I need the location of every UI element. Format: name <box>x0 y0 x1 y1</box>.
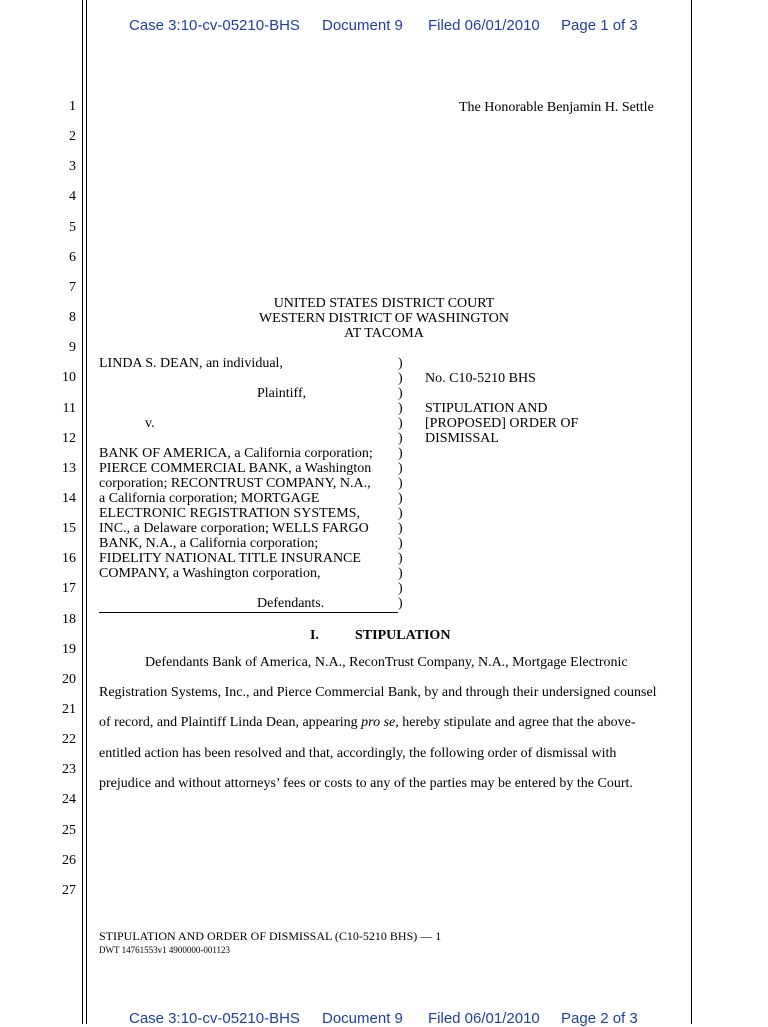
line-number: 4 <box>69 189 76 205</box>
caption-paren: ) <box>398 416 403 431</box>
paragraph-italic: pro se <box>361 715 396 731</box>
paragraph-text: Defendants Bank of America, N.A., ReconTrust Company, N.A., Mortgage Electronic Registration Systems, Inc., and Pierce Commercial Bank, by and through their undersigned counsel of record, and Plaintiff Linda Dean, appearing <box>99 655 657 731</box>
footer-doc-id: DWT 14761553v1 4900000-001123 <box>99 945 230 955</box>
line-number: 10 <box>62 370 76 386</box>
case-number: No. C10-5210 BHS <box>425 371 536 386</box>
caption-paren: ) <box>398 371 403 386</box>
line-number: 3 <box>69 159 76 175</box>
paragraph-text-cont: , hereby stipulate and agree that the above-entitled action has been resolved and that, accordingly, the following order of dismissal with prejudice and without attorneys’ fees or costs to any of the parties may be entered by the Court. <box>99 715 636 791</box>
line-number: 20 <box>62 671 76 687</box>
caption-paren: ) <box>398 596 403 611</box>
caption-paren: ) <box>398 566 403 581</box>
caption-paren: ) <box>398 491 403 506</box>
defendants-line: FIDELITY NATIONAL TITLE INSURANCE <box>99 551 361 566</box>
defendants-line: BANK OF AMERICA, a California corporation; <box>99 446 373 461</box>
court-location-line: AT TACOMA <box>344 326 424 341</box>
line-number: 8 <box>69 310 76 326</box>
plaintiff-role: Plaintiff, <box>257 386 307 401</box>
caption-paren: ) <box>398 386 403 401</box>
defendants-role: Defendants. <box>257 596 325 611</box>
pleading-title-line: DISMISSAL <box>425 431 499 446</box>
line-number: 13 <box>62 460 76 476</box>
line-number: 5 <box>69 219 76 235</box>
line-number: 26 <box>62 852 76 868</box>
caption-paren: ) <box>398 476 403 491</box>
line-number: 17 <box>62 581 76 597</box>
section-number: I. <box>310 628 319 643</box>
line-number: 12 <box>62 430 76 446</box>
stipulation-paragraph <box>99 648 669 799</box>
ecf-document: Document 9 <box>322 1010 403 1027</box>
pleading-title-line: [PROPOSED] ORDER OF <box>425 416 579 431</box>
line-number: 16 <box>62 551 76 567</box>
line-number: 18 <box>62 611 76 627</box>
line-number: 1 <box>69 99 76 114</box>
left-margin-rule-inner <box>86 0 87 1024</box>
ecf-document: Document 9 <box>322 17 403 34</box>
versus: v. <box>145 416 155 431</box>
line-number: 6 <box>69 249 76 265</box>
defendants-line: ELECTRONIC REGISTRATION SYSTEMS, <box>99 506 360 521</box>
defendants-line: PIERCE COMMERCIAL BANK, a Washington <box>99 461 372 476</box>
line-number: 27 <box>62 882 76 898</box>
right-margin-rule <box>691 0 692 1024</box>
caption-paren: ) <box>398 506 403 521</box>
caption-paren: ) <box>398 536 403 551</box>
ecf-page: Page 2 of 3 <box>561 1010 638 1027</box>
caption-paren: ) <box>398 401 403 416</box>
defendants-line: a California corporation; MORTGAGE <box>99 491 320 506</box>
line-number: 23 <box>62 762 76 778</box>
line-number: 9 <box>69 340 76 356</box>
line-number: 22 <box>62 732 76 748</box>
judge-name: The Honorable Benjamin H. Settle <box>459 100 654 115</box>
line-number: 21 <box>62 702 76 717</box>
defendants-line: INC., a Delaware corporation; WELLS FARGO <box>99 521 369 536</box>
line-number: 24 <box>62 792 76 808</box>
caption-paren: ) <box>398 356 403 371</box>
line-number: 14 <box>62 490 76 506</box>
footer-title: STIPULATION AND ORDER OF DISMISSAL (C10-5210 BHS) — 1 <box>99 929 442 943</box>
plaintiff-name: LINDA S. DEAN, an individual, <box>99 356 283 371</box>
court-name-line: UNITED STATES DISTRICT COURT <box>273 296 495 311</box>
ecf-filed: Filed 06/01/2010 <box>428 17 540 34</box>
pleading-title-line: STIPULATION AND <box>425 401 548 416</box>
line-number: 11 <box>62 400 76 416</box>
caption-paren: ) <box>398 461 403 476</box>
caption-paren: ) <box>398 521 403 536</box>
line-number: 15 <box>62 521 76 537</box>
line-number: 25 <box>62 822 76 838</box>
caption-underline <box>99 612 398 613</box>
ecf-filed: Filed 06/01/2010 <box>428 1010 540 1027</box>
defendants-line: BANK, N.A., a California corporation; <box>99 536 319 551</box>
line-number: 7 <box>69 279 76 295</box>
caption-paren: ) <box>398 551 403 566</box>
line-number: 2 <box>69 129 76 145</box>
ecf-case-number: Case 3:10-cv-05210-BHS <box>129 17 300 34</box>
caption-paren: ) <box>398 446 403 461</box>
caption-paren: ) <box>398 431 403 446</box>
ecf-page: Page 1 of 3 <box>561 17 638 34</box>
defendants-line: corporation; RECONTRUST COMPANY, N.A., <box>99 476 371 491</box>
court-district-line: WESTERN DISTRICT OF WASHINGTON <box>258 311 510 326</box>
line-number: 19 <box>62 641 76 657</box>
defendants-line: COMPANY, a Washington corporation, <box>99 566 321 581</box>
caption-paren: ) <box>398 581 403 596</box>
ecf-case-number: Case 3:10-cv-05210-BHS <box>129 1010 300 1027</box>
left-margin-rule <box>82 0 83 1024</box>
section-title: STIPULATION <box>355 628 451 643</box>
